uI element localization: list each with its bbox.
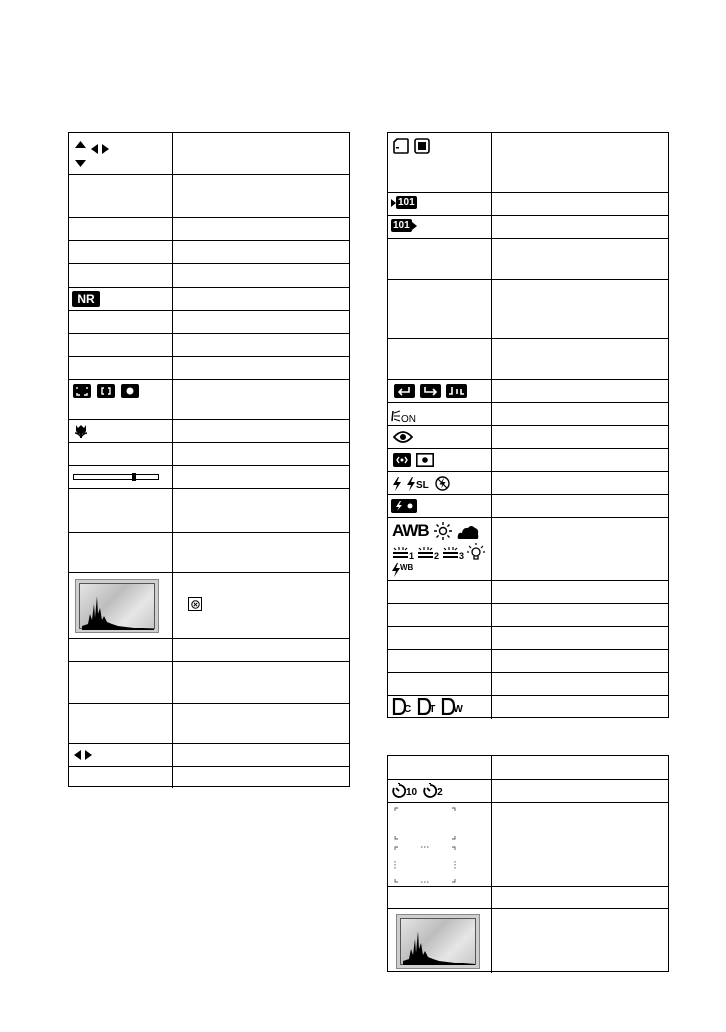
table-row bbox=[69, 465, 349, 488]
table-row bbox=[388, 517, 668, 580]
table-row bbox=[388, 402, 668, 425]
table-row bbox=[69, 532, 349, 572]
flash-slow-sync-icon: SL bbox=[407, 477, 429, 491]
table-row bbox=[388, 279, 668, 338]
table-row bbox=[69, 287, 349, 310]
table-row bbox=[388, 672, 668, 695]
left-right-arrows-icon bbox=[90, 143, 110, 155]
table-row bbox=[69, 743, 349, 766]
spot-metering-icon bbox=[416, 453, 434, 467]
table-row bbox=[388, 238, 668, 279]
cancel-circle-icon bbox=[188, 597, 202, 611]
noise-reduction-icon: NR bbox=[72, 291, 100, 307]
flash-level-icon bbox=[391, 499, 417, 513]
recording-folder-icon: 101 bbox=[398, 197, 415, 208]
macro-tulip-icon bbox=[74, 424, 88, 438]
left-indicator-table bbox=[68, 132, 350, 787]
fluorescent-1-icon: 1 bbox=[392, 547, 414, 561]
cloudy-icon bbox=[457, 524, 479, 539]
zoom-scale-bar bbox=[73, 474, 159, 480]
table-row bbox=[388, 626, 668, 649]
memory-card-icon bbox=[393, 138, 409, 154]
spot-af-icon bbox=[121, 384, 139, 398]
multi-pattern-metering-icon bbox=[393, 453, 411, 467]
playback-folder-icon: 101 bbox=[393, 220, 410, 231]
right-indicator-table bbox=[387, 132, 669, 718]
incandescent-icon bbox=[467, 543, 485, 561]
multi-af-icon bbox=[73, 384, 91, 398]
table-row bbox=[388, 886, 668, 908]
multi-burst-icon bbox=[446, 384, 467, 398]
table-row bbox=[388, 779, 668, 802]
table-row bbox=[69, 333, 349, 356]
burst-recording-icon bbox=[420, 384, 441, 398]
table-row bbox=[388, 695, 668, 719]
table-row bbox=[388, 908, 668, 973]
left-right-arrows-icon bbox=[73, 749, 93, 761]
flash-forced-icon bbox=[393, 477, 401, 491]
table-row bbox=[69, 661, 349, 703]
dro-c-icon: C bbox=[392, 698, 411, 715]
table-row bbox=[388, 471, 668, 494]
normal-recording-icon bbox=[394, 384, 415, 398]
table-row bbox=[388, 802, 668, 886]
white-balance-auto-icon: AWB bbox=[392, 521, 429, 540]
table-row bbox=[388, 215, 668, 238]
table-row bbox=[69, 379, 349, 419]
table-row bbox=[69, 263, 349, 287]
histogram-thumbnail bbox=[75, 579, 159, 633]
center-af-icon bbox=[97, 384, 115, 398]
table-row bbox=[69, 217, 349, 240]
fluorescent-3-icon: 3 bbox=[442, 547, 464, 561]
table-row bbox=[388, 603, 668, 626]
daylight-icon bbox=[434, 522, 452, 540]
right-bottom-indicator-table bbox=[387, 755, 669, 972]
table-row bbox=[388, 192, 668, 215]
dro-t-icon: T bbox=[417, 698, 435, 715]
histogram-graph bbox=[403, 925, 475, 965]
table-row bbox=[69, 356, 349, 379]
fluorescent-2-icon: 2 bbox=[417, 547, 439, 561]
table-row bbox=[69, 638, 349, 661]
af-range-finder-frames-icon bbox=[394, 807, 456, 883]
table-row bbox=[388, 756, 668, 779]
table-row bbox=[388, 133, 668, 192]
af-illuminator-label: ON bbox=[401, 414, 416, 425]
af-illuminator-icon bbox=[391, 409, 401, 423]
table-row bbox=[69, 240, 349, 263]
table-row bbox=[69, 133, 349, 174]
table-row bbox=[69, 488, 349, 532]
dro-w-icon: W bbox=[441, 698, 462, 715]
red-eye-reduction-icon bbox=[393, 430, 413, 444]
table-row bbox=[69, 310, 349, 333]
table-row bbox=[388, 649, 668, 672]
table-row bbox=[388, 448, 668, 471]
table-row bbox=[69, 703, 349, 743]
internal-memory-icon bbox=[414, 138, 430, 154]
table-row bbox=[69, 442, 349, 465]
table-row bbox=[388, 580, 668, 603]
table-row bbox=[69, 419, 349, 442]
table-row bbox=[69, 174, 349, 217]
zoom-position-marker bbox=[132, 473, 136, 481]
table-row bbox=[388, 425, 668, 448]
flash-off-icon bbox=[435, 476, 450, 491]
self-timer-10-icon: 10 bbox=[392, 783, 417, 798]
table-row bbox=[69, 572, 349, 638]
histogram-graph bbox=[82, 590, 154, 630]
histogram-thumbnail bbox=[396, 914, 480, 969]
table-row bbox=[69, 766, 349, 788]
flash-white-balance-icon: WB bbox=[392, 563, 413, 577]
self-timer-2-icon: 2 bbox=[423, 783, 443, 798]
table-row bbox=[388, 338, 668, 379]
table-row bbox=[388, 379, 668, 402]
up-down-arrows-icon bbox=[74, 139, 87, 169]
table-row bbox=[388, 494, 668, 517]
